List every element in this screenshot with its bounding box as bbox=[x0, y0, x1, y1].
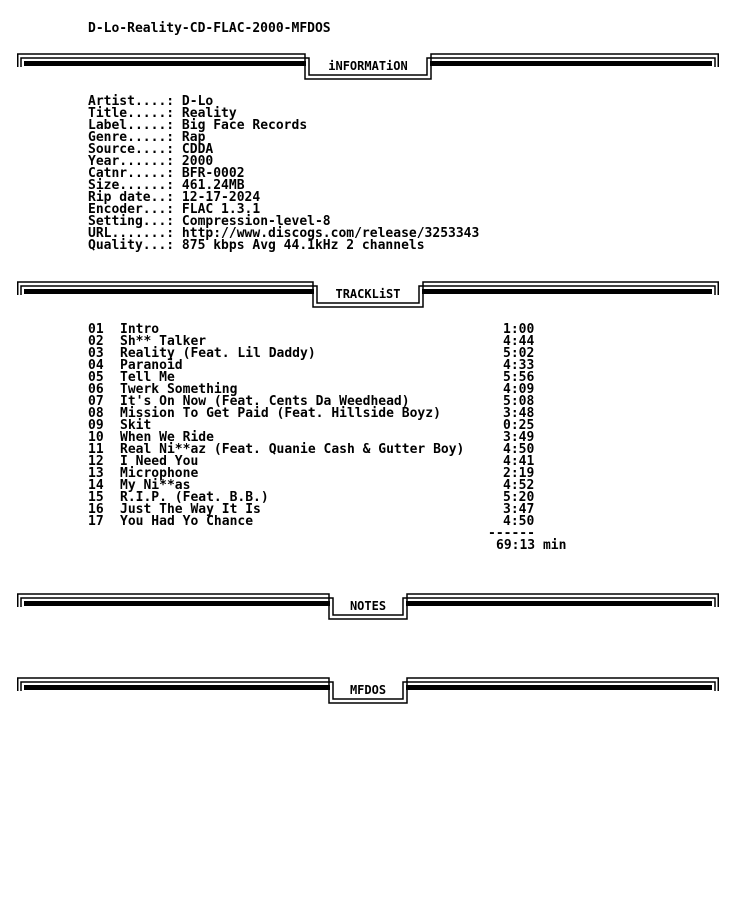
track-title: It's On Now (Feat. Cents Da Weedhead) bbox=[120, 394, 410, 409]
info-value: CDDA bbox=[181, 142, 214, 157]
info-label: Setting...: bbox=[88, 214, 175, 229]
track-row bbox=[88, 516, 548, 528]
track-num: 09 bbox=[88, 418, 104, 433]
info-label: Rip date..: bbox=[88, 190, 175, 205]
track-time: 3:47 bbox=[503, 502, 535, 517]
info-value: FLAC 1.3.1 bbox=[181, 202, 261, 217]
track-num: 08 bbox=[88, 406, 104, 421]
info-value: BFR-0002 bbox=[181, 166, 245, 181]
track-row bbox=[88, 408, 548, 420]
track-time: 5:02 bbox=[503, 346, 535, 361]
info-value: 461.24MB bbox=[181, 178, 245, 193]
track-title: Tell Me bbox=[120, 370, 175, 385]
track-time: 4:44 bbox=[503, 334, 535, 349]
track-title: My Ni**as bbox=[120, 478, 191, 493]
track-time: 4:09 bbox=[503, 382, 535, 397]
track-num: 12 bbox=[88, 454, 104, 469]
info-value: 875 kbps Avg 44.1kHz 2 channels bbox=[181, 238, 425, 253]
track-num: 16 bbox=[88, 502, 104, 517]
track-time: 4:52 bbox=[503, 478, 535, 493]
info-row bbox=[88, 240, 479, 252]
info-label: Genre.....: bbox=[88, 130, 175, 145]
info-value: Compression-level-8 bbox=[181, 214, 331, 229]
track-num: 10 bbox=[88, 430, 104, 445]
info-label: Catnr.....: bbox=[88, 166, 175, 181]
tracklist-heading: TRACKLiST bbox=[335, 287, 401, 301]
track-time: 3:49 bbox=[503, 430, 535, 445]
info-value: Big Face Records bbox=[181, 118, 308, 133]
info-label: Encoder...: bbox=[88, 202, 175, 217]
track-time: 5:20 bbox=[503, 490, 535, 505]
info-value: D-Lo bbox=[181, 94, 214, 109]
info-label: Size......: bbox=[88, 178, 175, 193]
information-heading: iNFORMATiON bbox=[328, 59, 408, 73]
track-list bbox=[88, 324, 548, 528]
info-value: http://www.discogs.com/release/3253343 bbox=[181, 226, 480, 241]
track-time: 5:56 bbox=[503, 370, 535, 385]
track-title: Twerk Something bbox=[120, 382, 238, 397]
track-time: 2:19 bbox=[503, 466, 535, 481]
info-label: Source....: bbox=[88, 142, 175, 157]
track-title: Real Ni**az (Feat. Quanie Cash & Gutter Boy) bbox=[120, 442, 465, 457]
track-num: 07 bbox=[88, 394, 104, 409]
track-title: Mission To Get Paid (Feat. Hillside Boyz) bbox=[120, 406, 441, 421]
track-num: 13 bbox=[88, 466, 104, 481]
track-num: 15 bbox=[88, 490, 104, 505]
notes-banner bbox=[17, 592, 719, 620]
group-heading: MFDOS bbox=[349, 683, 387, 697]
track-title: When We Ride bbox=[120, 430, 214, 445]
info-label: Title.....: bbox=[88, 106, 175, 121]
track-time: 0:25 bbox=[503, 418, 535, 433]
track-title: Reality (Feat. Lil Daddy) bbox=[120, 346, 316, 361]
track-num: 02 bbox=[88, 334, 104, 349]
information-list bbox=[88, 96, 479, 252]
total-rule: ------ bbox=[488, 526, 535, 541]
track-title: I Need You bbox=[120, 454, 199, 469]
release-name: D-Lo-Reality-CD-FLAC-2000-MFDOS bbox=[88, 21, 331, 36]
track-time: 4:50 bbox=[503, 514, 535, 529]
track-num: 17 bbox=[88, 514, 104, 529]
tracklist-banner bbox=[17, 280, 719, 308]
track-title: Just The Way It Is bbox=[120, 502, 261, 517]
track-title: R.I.P. (Feat. B.B.) bbox=[120, 490, 269, 505]
info-value: Rap bbox=[181, 130, 206, 145]
track-num: 11 bbox=[88, 442, 104, 457]
track-num: 03 bbox=[88, 346, 104, 361]
total-time: 69:13 min bbox=[496, 538, 567, 553]
track-num: 06 bbox=[88, 382, 104, 397]
track-time: 4:41 bbox=[503, 454, 535, 469]
track-time: 4:33 bbox=[503, 358, 535, 373]
info-label: URL.......: bbox=[88, 226, 175, 241]
group-banner bbox=[17, 676, 719, 704]
info-label: Artist....: bbox=[88, 94, 175, 109]
track-time: 1:00 bbox=[503, 322, 535, 337]
info-label: Year......: bbox=[88, 154, 175, 169]
information-banner bbox=[17, 52, 719, 80]
track-time: 4:50 bbox=[503, 442, 535, 457]
track-title: Microphone bbox=[120, 466, 199, 481]
track-title: Skit bbox=[120, 418, 152, 433]
track-num: 04 bbox=[88, 358, 104, 373]
track-title: Paranoid bbox=[120, 358, 183, 373]
track-time: 5:08 bbox=[503, 394, 535, 409]
info-label: Quality...: bbox=[88, 238, 175, 253]
track-num: 05 bbox=[88, 370, 104, 385]
track-num: 14 bbox=[88, 478, 104, 493]
track-title: Sh** Talker bbox=[120, 334, 207, 349]
track-title: Intro bbox=[120, 322, 160, 337]
notes-heading: NOTES bbox=[349, 599, 387, 613]
track-num: 01 bbox=[88, 322, 104, 337]
track-title: You Had Yo Chance bbox=[120, 514, 254, 529]
info-value: 12-17-2024 bbox=[181, 190, 261, 205]
track-time: 3:48 bbox=[503, 406, 535, 421]
info-value: Reality bbox=[181, 106, 237, 121]
info-label: Label.....: bbox=[88, 118, 175, 133]
info-value: 2000 bbox=[181, 154, 214, 169]
